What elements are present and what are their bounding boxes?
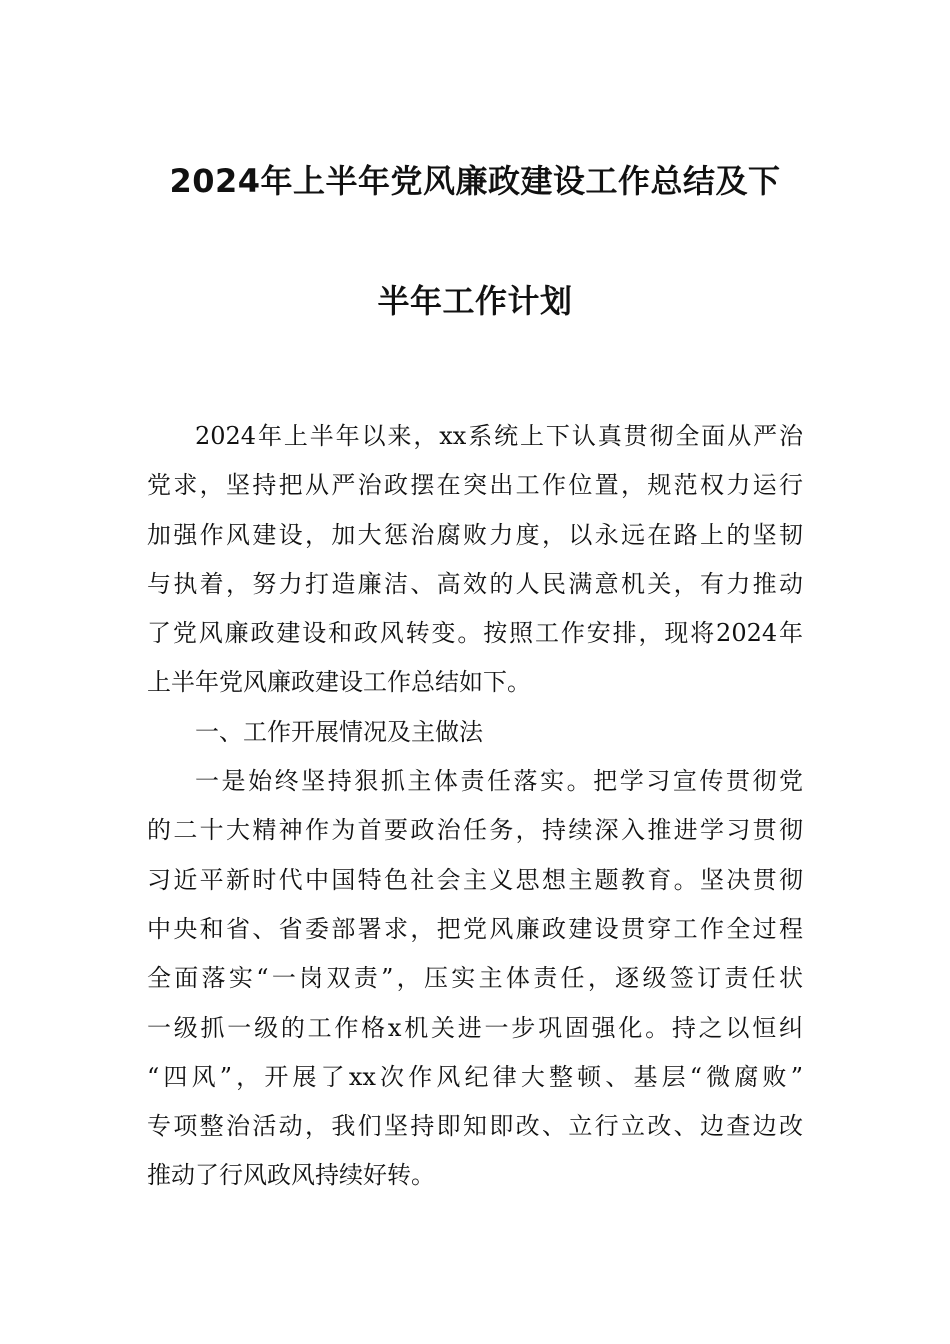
paragraph-line: 党求，坚持把从严治政摆在突出工作位置，规范权力运行	[147, 471, 803, 500]
document-title-line-1: 2024年上半年党风廉政建设工作总结及下	[169, 162, 781, 200]
paragraph-line: 了党风廉政建设和政风转变。按照工作安排，现将2024年	[147, 619, 803, 648]
paragraph-line: 2024年上半年以来，xx系统上下认真贯彻全面从严治	[195, 422, 803, 450]
paragraph-line: 中央和省、省委部署求，把党风廉政建设贯穿工作全过程	[147, 914, 803, 943]
document-body	[147, 412, 803, 1201]
paragraph-line: 推动了行风政风持续好转。	[147, 1161, 435, 1190]
paragraph-line: 的二十大精神作为首要政治任务，持续深入推进学习贯彻	[147, 816, 803, 845]
paragraph-line: 专项整治活动，我们坚持即知即改、立行立改、边查边改	[147, 1112, 803, 1141]
paragraph-line: 习近平新时代中国特色社会主义思想主题教育。坚决贯彻	[147, 865, 803, 894]
paragraph-line: 一是始终坚持狠抓主体责任落实。把学习宣传贯彻党	[195, 767, 803, 796]
paragraph-line: 全面落实“一岗双责”，压实主体责任，逐级签订责任状	[147, 964, 803, 993]
paragraph-line: “四风”，开展了xx次作风纪律大整顿、基层“微腐败”	[147, 1062, 803, 1091]
paragraph-line: 与执着，努力打造廉洁、高效的人民满意机关，有力推动	[147, 569, 803, 598]
paragraph-line: 加强作风建设，加大惩治腐败力度，以永远在路上的坚韧	[147, 520, 803, 549]
document-title-line-2: 半年工作计划	[377, 282, 573, 320]
paragraph-line: 上半年党风廉政建设工作总结如下。	[147, 668, 531, 697]
paragraph-line: 一级抓一级的工作格x机关进一步巩固强化。持之以恒纠	[147, 1013, 803, 1042]
section-heading: 一、工作开展情况及主做法	[195, 717, 483, 746]
